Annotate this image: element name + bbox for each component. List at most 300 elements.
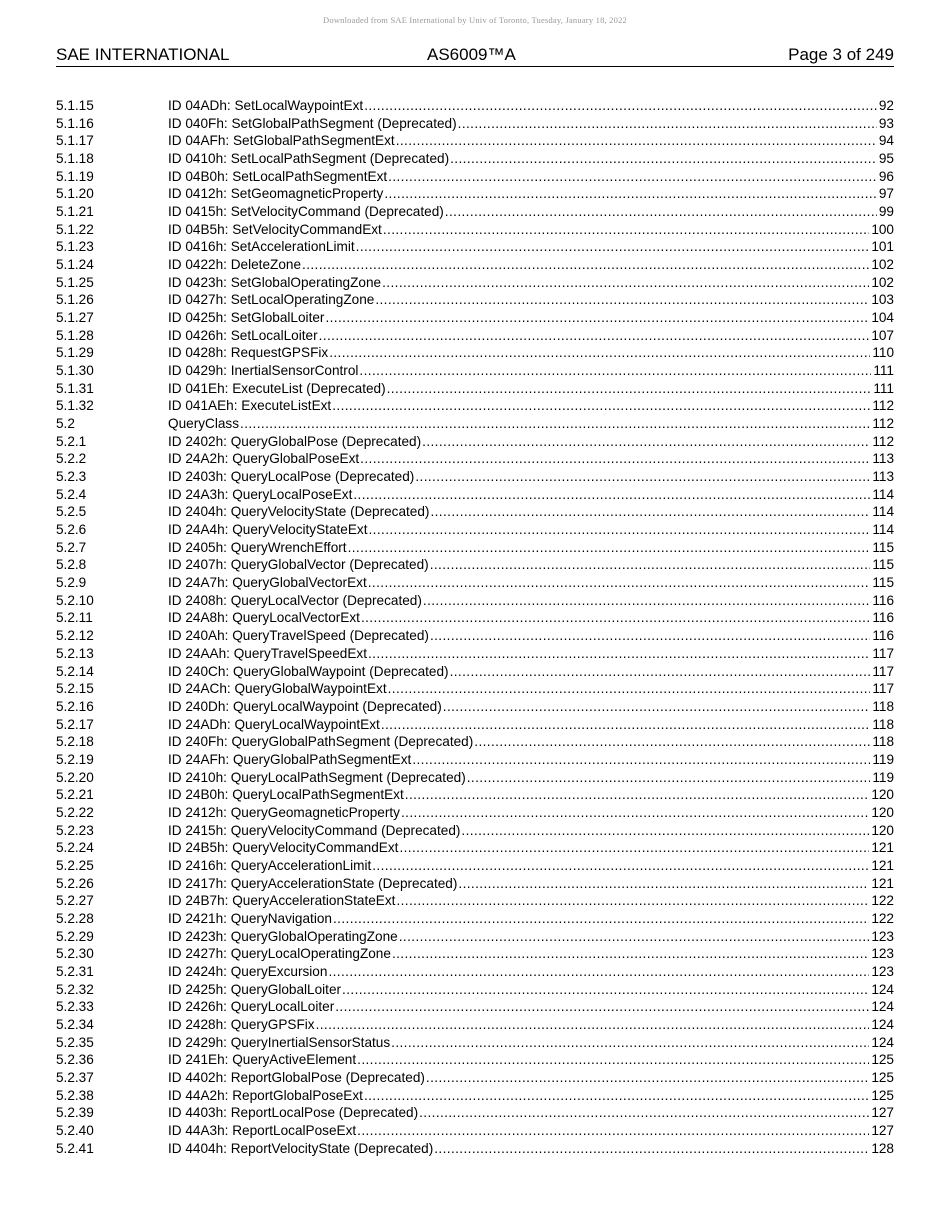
toc-entry-line	[168, 645, 894, 663]
toc-section-title: ID 0429h: InertialSensorControl	[168, 363, 359, 379]
toc-entry-line	[168, 698, 894, 716]
toc-section-title: ID 2403h: QueryLocalPose (Deprecated)	[168, 469, 415, 485]
toc-page-number: 124	[871, 999, 894, 1015]
toc-section-number: 5.2.26	[56, 875, 94, 891]
toc-section-title: ID 24A2h: QueryGlobalPoseExt	[168, 451, 360, 467]
toc-section-title: ID 0427h: SetLocalOperatingZone	[168, 292, 375, 308]
toc-dot-leader	[412, 751, 870, 769]
toc-section-title: ID 2429h: QueryInertialSensorStatus	[168, 1034, 391, 1050]
toc-entry[interactable]	[56, 627, 894, 645]
toc-page-number: 112	[872, 398, 894, 414]
toc-dot-leader	[361, 609, 870, 627]
toc-page-number: 120	[871, 787, 894, 803]
toc-entry-line	[168, 1140, 894, 1158]
header-document-id: AS6009™A	[427, 45, 516, 64]
toc-section-number: 5.2.38	[56, 1087, 94, 1103]
toc-section-number: 5.1.18	[56, 151, 94, 167]
toc-dot-leader	[382, 274, 869, 292]
toc-dot-leader	[430, 556, 871, 574]
toc-dot-leader	[325, 309, 869, 327]
toc-section-title: ID 2423h: QueryGlobalOperatingZone	[168, 928, 398, 944]
toc-section-number: 5.2.18	[56, 734, 94, 750]
toc-section-title: ID 4402h: ReportGlobalPose (Deprecated)	[168, 1069, 425, 1085]
toc-entry[interactable]	[56, 945, 894, 963]
toc-entry-line	[168, 839, 894, 857]
toc-entry[interactable]	[56, 839, 894, 857]
toc-entry[interactable]	[56, 609, 894, 627]
toc-dot-leader	[430, 627, 870, 645]
toc-page-number: 122	[871, 910, 894, 926]
toc-dot-leader	[328, 963, 869, 981]
toc-section-title: ID 2427h: QueryLocalOperatingZone	[168, 946, 391, 962]
toc-entry-line	[168, 221, 894, 239]
toc-entry[interactable]	[56, 256, 894, 274]
toc-section-title: ID 24B5h: QueryVelocityCommandExt	[168, 840, 399, 856]
toc-entry[interactable]	[56, 1016, 894, 1034]
toc-section-number: 5.2.39	[56, 1105, 94, 1121]
toc-page-number: 96	[878, 168, 894, 184]
toc-page-number: 122	[871, 893, 894, 909]
toc-page-number: 117	[872, 681, 894, 697]
toc-page-number: 125	[871, 1069, 894, 1085]
toc-page-number: 127	[871, 1105, 894, 1121]
toc-dot-leader	[359, 362, 871, 380]
toc-entry[interactable]	[56, 168, 894, 186]
toc-section-title: ID 2421h: QueryNavigation	[168, 910, 332, 926]
toc-page-number: 119	[872, 769, 894, 785]
toc-section-number: 5.1.32	[56, 398, 94, 414]
toc-dot-leader	[335, 998, 869, 1016]
toc-entry-line	[168, 1104, 894, 1122]
toc-section-number: 5.2.9	[56, 575, 87, 591]
toc-section-title: ID 2405h: QueryWrenchEffort	[168, 539, 347, 555]
toc-section-title: ID 240Fh: QueryGlobalPathSegment (Deprecated)	[168, 734, 474, 750]
toc-page-number: 123	[871, 963, 894, 979]
toc-entry[interactable]	[56, 769, 894, 787]
toc-dot-leader	[368, 521, 870, 539]
toc-entry-line	[168, 786, 894, 804]
toc-entry[interactable]	[56, 150, 894, 168]
toc-entry[interactable]	[56, 857, 894, 875]
toc-dot-leader	[423, 592, 870, 610]
toc-section-number: 5.2.17	[56, 716, 94, 732]
toc-dot-leader	[458, 115, 877, 133]
toc-section-number: 5.2.23	[56, 822, 94, 838]
toc-section-title: ID 44A2h: ReportGlobalPoseExt	[168, 1087, 363, 1103]
toc-section-title: ID 24A3h: QueryLocalPoseExt	[168, 486, 353, 502]
toc-page-number: 124	[871, 981, 894, 997]
toc-section-number: 5.2.8	[56, 557, 87, 573]
toc-section-number: 5.2.25	[56, 857, 94, 873]
toc-page-number: 107	[871, 327, 894, 343]
toc-dot-leader	[375, 291, 869, 309]
toc-entry[interactable]	[56, 539, 894, 557]
toc-section-number: 5.2.11	[56, 610, 93, 626]
toc-page-number: 112	[872, 416, 894, 432]
toc-section-number: 5.1.27	[56, 310, 94, 326]
toc-entry-line	[168, 468, 894, 486]
toc-entry-line	[168, 309, 894, 327]
toc-section-title: ID 24AAh: QueryTravelSpeedExt	[168, 645, 367, 661]
toc-dot-leader	[422, 433, 870, 451]
toc-section-title: ID 24A8h: QueryLocalVectorExt	[168, 610, 360, 626]
toc-entry[interactable]	[56, 698, 894, 716]
toc-entry[interactable]	[56, 468, 894, 486]
toc-entry[interactable]	[56, 115, 894, 133]
toc-section-title: ID 0425h: SetGlobalLoiter	[168, 310, 325, 326]
toc-dot-leader	[364, 1087, 869, 1105]
toc-page-number: 102	[871, 274, 894, 290]
toc-section-title: ID 0415h: SetVelocityCommand (Deprecated)	[168, 204, 444, 220]
toc-entry-line	[168, 609, 894, 627]
toc-entry-line	[168, 115, 894, 133]
toc-dot-leader	[357, 1051, 869, 1069]
toc-section-number: 5.2.29	[56, 928, 94, 944]
toc-entry[interactable]	[56, 362, 894, 380]
toc-entry[interactable]	[56, 892, 894, 910]
toc-section-title: ID 2426h: QueryLocalLoiter	[168, 999, 335, 1015]
toc-entry-line	[168, 998, 894, 1016]
toc-section-title: ID 2415h: QueryVelocityCommand (Deprecated)	[168, 822, 461, 838]
toc-entry[interactable]	[56, 751, 894, 769]
toc-section-title: ID 2407h: QueryGlobalVector (Deprecated)	[168, 557, 429, 573]
toc-section-title: ID 24A4h: QueryVelocityStateExt	[168, 522, 368, 538]
toc-section-title: ID 24B7h: QueryAccelerationStateExt	[168, 893, 396, 909]
toc-dot-leader	[443, 698, 871, 716]
toc-entry-line	[168, 503, 894, 521]
toc-page-number: 115	[872, 539, 894, 555]
toc-section-number: 5.1.26	[56, 292, 94, 308]
toc-section-title: ID 2417h: QueryAccelerationState (Deprecated)	[168, 875, 458, 891]
toc-dot-leader	[450, 663, 871, 681]
toc-page-number: 94	[878, 133, 894, 149]
toc-dot-leader	[353, 486, 870, 504]
toc-section-number: 5.2.16	[56, 698, 94, 714]
toc-page-number: 127	[871, 1122, 894, 1138]
toc-entry[interactable]	[56, 221, 894, 239]
toc-entry-line	[168, 380, 894, 398]
toc-entry-line	[168, 857, 894, 875]
toc-section-number: 5.2.24	[56, 840, 94, 856]
toc-dot-leader	[430, 503, 870, 521]
toc-page-number: 116	[872, 592, 894, 608]
toc-section-title: ID 2408h: QueryLocalVector (Deprecated)	[168, 592, 422, 608]
toc-section-number: 5.2.33	[56, 999, 94, 1015]
toc-entry[interactable]	[56, 309, 894, 327]
toc-entry[interactable]	[56, 327, 894, 345]
toc-entry[interactable]	[56, 450, 894, 468]
toc-section-number: 5.2.36	[56, 1052, 94, 1068]
toc-dot-leader	[387, 380, 872, 398]
toc-page-number: 128	[871, 1140, 894, 1156]
toc-page-number: 125	[871, 1052, 894, 1068]
toc-dot-leader	[467, 769, 871, 787]
toc-entry-line	[168, 769, 894, 787]
toc-entry-line	[168, 327, 894, 345]
toc-entry[interactable]	[56, 574, 894, 592]
toc-page-number: 97	[878, 186, 894, 202]
table-of-contents	[56, 97, 894, 1157]
toc-section-title: ID 041AEh: ExecuteListExt	[168, 398, 332, 414]
toc-entry[interactable]	[56, 680, 894, 698]
toc-entry[interactable]	[56, 645, 894, 663]
toc-entry[interactable]	[56, 875, 894, 893]
toc-entry[interactable]	[56, 203, 894, 221]
toc-entry[interactable]	[56, 486, 894, 504]
toc-section-title: ID 24ACh: QueryGlobalWaypointExt	[168, 681, 387, 697]
toc-page-number: 116	[872, 628, 894, 644]
toc-entry[interactable]	[56, 733, 894, 751]
toc-page-number: 114	[872, 522, 894, 538]
toc-entry[interactable]	[56, 97, 894, 115]
toc-dot-leader	[419, 1104, 869, 1122]
toc-section-number: 5.2.4	[56, 486, 87, 502]
toc-section-title: ID 240Ch: QueryGlobalWaypoint (Deprecated)	[168, 663, 449, 679]
toc-entry-line	[168, 910, 894, 928]
toc-entry-line	[168, 1087, 894, 1105]
toc-section-number: 5.1.24	[56, 257, 94, 273]
toc-page-number: 120	[871, 804, 894, 820]
toc-entry-line	[168, 486, 894, 504]
toc-entry[interactable]	[56, 291, 894, 309]
toc-entry-line	[168, 132, 894, 150]
toc-entry[interactable]	[56, 185, 894, 203]
toc-entry-line	[168, 981, 894, 999]
toc-page-number: 120	[871, 822, 894, 838]
header-page-number: Page 3 of 249	[788, 45, 894, 64]
toc-section-title: ID 2425h: QueryGlobalLoiter	[168, 981, 342, 997]
toc-section-title: ID 040Fh: SetGlobalPathSegment (Deprecated)	[168, 115, 457, 131]
toc-section-title: ID 4403h: ReportLocalPose (Deprecated)	[168, 1105, 419, 1121]
toc-entry[interactable]	[56, 981, 894, 999]
toc-entry[interactable]	[56, 1069, 894, 1087]
toc-section-number: 5.2.7	[56, 539, 87, 555]
toc-dot-leader	[384, 185, 877, 203]
toc-section-number: 5.2.3	[56, 469, 87, 485]
toc-entry[interactable]	[56, 132, 894, 150]
toc-section-number: 5.1.16	[56, 115, 94, 131]
toc-entry[interactable]	[56, 415, 894, 433]
toc-entry[interactable]	[56, 1140, 894, 1158]
toc-entry[interactable]	[56, 928, 894, 946]
toc-entry[interactable]	[56, 910, 894, 928]
toc-entry[interactable]	[56, 433, 894, 451]
toc-page-number: 119	[872, 751, 894, 767]
toc-entry[interactable]	[56, 344, 894, 362]
toc-section-title: ID 0416h: SetAccelerationLimit	[168, 239, 355, 255]
toc-entry-line	[168, 150, 894, 168]
toc-entry[interactable]	[56, 963, 894, 981]
toc-entry[interactable]	[56, 1122, 894, 1140]
toc-entry[interactable]	[56, 556, 894, 574]
toc-entry-line	[168, 256, 894, 274]
toc-dot-leader	[445, 203, 877, 221]
toc-section-title: ID 24A7h: QueryGlobalVectorExt	[168, 575, 367, 591]
toc-section-title: ID 2412h: QueryGeomagneticProperty	[168, 804, 400, 820]
toc-page-number: 110	[872, 345, 894, 361]
toc-section-number: 5.2.32	[56, 981, 94, 997]
toc-section-title: ID 041Eh: ExecuteList (Deprecated)	[168, 380, 386, 396]
toc-dot-leader	[381, 716, 871, 734]
toc-entry-line	[168, 680, 894, 698]
toc-entry-line	[168, 963, 894, 981]
toc-dot-leader	[364, 97, 877, 115]
toc-entry-line	[168, 716, 894, 734]
toc-dot-leader	[405, 786, 870, 804]
toc-dot-leader	[368, 574, 871, 592]
toc-entry[interactable]	[56, 380, 894, 398]
toc-entry-line	[168, 415, 894, 433]
toc-section-number: 5.2.13	[56, 645, 94, 661]
toc-page-number: 124	[871, 1016, 894, 1032]
toc-section-number: 5.2.20	[56, 769, 94, 785]
toc-dot-leader	[396, 892, 869, 910]
toc-page-number: 104	[871, 310, 894, 326]
toc-section-number: 5.2.30	[56, 946, 94, 962]
toc-entry[interactable]	[56, 238, 894, 256]
toc-section-number: 5.2.37	[56, 1069, 94, 1085]
toc-entry-line	[168, 892, 894, 910]
toc-dot-leader	[415, 468, 870, 486]
toc-section-number: 5.2.31	[56, 963, 94, 979]
toc-section-number: 5.1.31	[56, 380, 94, 396]
toc-section-title: ID 2402h: QueryGlobalPose (Deprecated)	[168, 433, 422, 449]
toc-entry[interactable]	[56, 786, 894, 804]
toc-section-number: 5.2.22	[56, 804, 94, 820]
toc-page-number: 124	[871, 1034, 894, 1050]
toc-section-title: ID 24AFh: QueryGlobalPathSegmentExt	[168, 751, 412, 767]
toc-entry[interactable]	[56, 503, 894, 521]
toc-dot-leader	[329, 344, 870, 362]
toc-dot-leader	[388, 168, 877, 186]
toc-section-number: 5.2.35	[56, 1034, 94, 1050]
toc-section-title: ID 24ADh: QueryLocalWaypointExt	[168, 716, 380, 732]
toc-section-number: 5.2.28	[56, 910, 94, 926]
toc-section-title: ID 2404h: QueryVelocityState (Deprecated)	[168, 504, 430, 520]
toc-section-number: 5.2.6	[56, 522, 87, 538]
header-organization: SAE INTERNATIONAL	[56, 45, 230, 64]
toc-page-number: 118	[872, 716, 894, 732]
toc-section-number: 5.1.28	[56, 327, 94, 343]
toc-section-title: ID 0426h: SetLocalLoiter	[168, 327, 318, 343]
toc-page-number: 103	[871, 292, 894, 308]
toc-dot-leader	[342, 981, 869, 999]
toc-dot-leader	[319, 327, 870, 345]
toc-dot-leader	[333, 910, 869, 928]
toc-dot-leader	[458, 875, 869, 893]
toc-dot-leader	[426, 1069, 869, 1087]
toc-entry-line	[168, 875, 894, 893]
toc-dot-leader	[383, 221, 869, 239]
toc-entry-line	[168, 592, 894, 610]
toc-page-number: 113	[872, 451, 894, 467]
toc-entry-line	[168, 521, 894, 539]
toc-dot-leader	[461, 822, 869, 840]
toc-page-number: 92	[878, 98, 894, 113]
toc-page-number: 115	[872, 557, 894, 573]
toc-entry-line	[168, 1122, 894, 1140]
toc-page-number: 100	[871, 221, 894, 237]
toc-entry[interactable]	[56, 998, 894, 1016]
toc-dot-leader	[399, 839, 869, 857]
toc-entry[interactable]	[56, 804, 894, 822]
toc-entry[interactable]	[56, 822, 894, 840]
toc-dot-leader	[316, 1016, 870, 1034]
toc-entry-line	[168, 1069, 894, 1087]
toc-section-number: 5.1.29	[56, 345, 94, 361]
toc-section-number: 5.1.17	[56, 133, 94, 149]
toc-page-number: 114	[872, 504, 894, 520]
toc-entry-line	[168, 168, 894, 186]
toc-page-number: 93	[878, 115, 894, 131]
toc-page-number: 123	[871, 946, 894, 962]
toc-entry[interactable]	[56, 521, 894, 539]
toc-section-title: ID 2424h: QueryExcursion	[168, 963, 328, 979]
toc-entry[interactable]	[56, 1104, 894, 1122]
toc-dot-leader	[240, 415, 870, 433]
toc-entry[interactable]	[56, 397, 894, 415]
toc-section-title: QueryClass	[168, 416, 240, 432]
toc-dot-leader	[356, 238, 870, 256]
toc-section-title: ID 24B0h: QueryLocalPathSegmentExt	[168, 787, 404, 803]
toc-section-title: ID 04ADh: SetLocalWaypointExt	[168, 98, 364, 113]
toc-dot-leader	[302, 256, 869, 274]
toc-entry[interactable]	[56, 1087, 894, 1105]
toc-section-title: ID 0428h: RequestGPSFix	[168, 345, 329, 361]
toc-dot-leader	[396, 132, 877, 150]
toc-entry[interactable]	[56, 1051, 894, 1069]
toc-page-number: 118	[872, 734, 894, 750]
toc-entry[interactable]	[56, 716, 894, 734]
toc-page-number: 112	[872, 433, 894, 449]
toc-section-title: ID 0423h: SetGlobalOperatingZone	[168, 274, 382, 290]
toc-section-number: 5.1.20	[56, 186, 94, 202]
toc-dot-leader	[450, 150, 877, 168]
toc-entry-line	[168, 274, 894, 292]
toc-dot-leader	[401, 804, 869, 822]
toc-section-title: ID 04AFh: SetGlobalPathSegmentExt	[168, 133, 395, 149]
toc-dot-leader	[360, 450, 870, 468]
toc-entry-line	[168, 733, 894, 751]
toc-section-number: 5.1.15	[56, 98, 94, 113]
toc-entry[interactable]	[56, 1034, 894, 1052]
toc-entry[interactable]	[56, 274, 894, 292]
toc-section-title: ID 2410h: QueryLocalPathSegment (Deprecated)	[168, 769, 466, 785]
toc-entry-line	[168, 97, 894, 115]
toc-page-number: 117	[872, 645, 894, 661]
toc-section-title: ID 04B5h: SetVelocityCommandExt	[168, 221, 382, 237]
toc-section-number: 5.1.22	[56, 221, 94, 237]
toc-section-number: 5.2.40	[56, 1122, 94, 1138]
toc-page-number: 102	[871, 257, 894, 273]
toc-entry-line	[168, 238, 894, 256]
toc-page-number: 117	[872, 663, 894, 679]
toc-page-number: 121	[871, 840, 894, 856]
toc-entry[interactable]	[56, 663, 894, 681]
toc-section-title: ID 4404h: ReportVelocityState (Deprecated)	[168, 1140, 434, 1156]
toc-page-number: 125	[871, 1087, 894, 1103]
toc-entry-line	[168, 185, 894, 203]
toc-entry-line	[168, 1051, 894, 1069]
toc-page-number: 121	[871, 857, 894, 873]
toc-page-number: 111	[873, 363, 894, 379]
toc-page-number: 123	[871, 928, 894, 944]
toc-section-number: 5.1.30	[56, 363, 94, 379]
toc-section-number: 5.2.14	[56, 663, 94, 679]
toc-entry[interactable]	[56, 592, 894, 610]
toc-entry-line	[168, 539, 894, 557]
toc-entry-line	[168, 450, 894, 468]
